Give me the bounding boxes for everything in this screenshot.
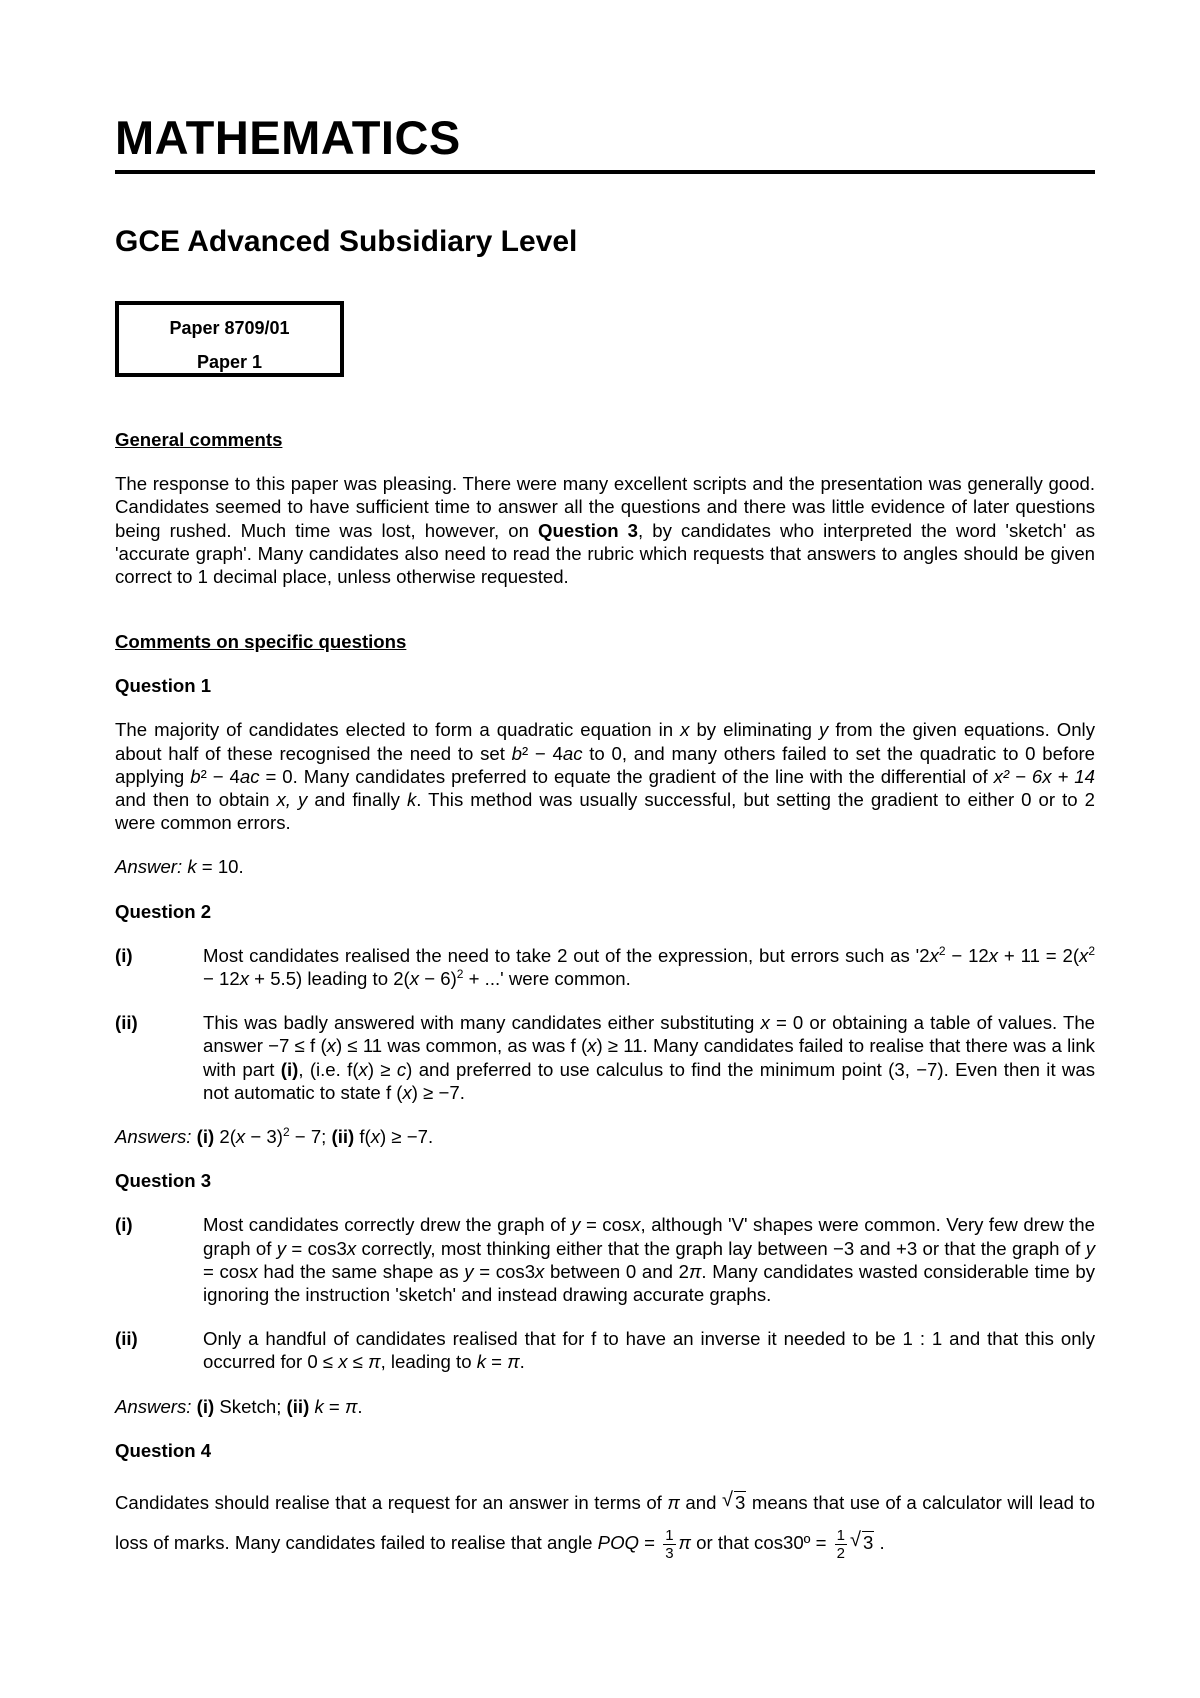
page-title: MATHEMATICS xyxy=(115,111,461,164)
part-label: (i) xyxy=(115,1214,133,1236)
page-subtitle: GCE Advanced Subsidiary Level xyxy=(115,225,578,258)
question-2-part-ii-text: This was badly answered with many candidates either substituting x = 0 or obtaining a table of values. The answer −7 ≤ f (x) ≤ 11 was common, as was f (x) ≥ 11. Many candidates failed to realise that there was a link with part (i), (i.e. f(x) ≥ c) and preferred to use calculus to find the minimum point (3, −7). Even then it was not automatic to state f (x) ≥ −7. xyxy=(203,1012,1096,1103)
paper-code: Paper 8709/01 xyxy=(169,318,290,338)
paper-name: Paper 1 xyxy=(196,352,263,372)
question-1-answer: Answer: k = 10. xyxy=(115,856,244,878)
question-1-text: The majority of candidates elected to form a quadratic equation in x by eliminating y from the given equations. Only about half of these recognised the need to set b² − 4ac to 0, and many others failed to set the quadratic to 0 before applying b² − 4ac = 0. Many candidates preferred to equate the gradient of the line with the differential of x² − 6x + 14 and then to obtain x, y and finally k. This method was usually successful, but setting the gradient to either 0 or to 2 were common errors. xyxy=(115,719,1095,834)
question-4-heading: Question 4 xyxy=(115,1439,212,1461)
question-4-text: Candidates should realise that a request for an answer in terms of π and √ 3 means that use of a calculator will lead to loss of marks. Many candidates failed to realise that angle POQ = $\frac{1}{3}$ π or that cos30º = $\frac{1}{2}$ √ 3 . xyxy=(115,1483,1095,1563)
specific-comments-heading: Comments on specific questions xyxy=(115,631,407,652)
fraction-one-half: $\frac{1}{2}$ xyxy=(836,1526,846,1562)
question-3-part-i xyxy=(115,1213,1095,1306)
part-label: (ii) xyxy=(115,1328,138,1350)
fraction-one-third: $\frac{1}{3}$ xyxy=(665,1526,674,1562)
question-1-heading: Question 1 xyxy=(115,675,212,697)
paper-box xyxy=(115,301,344,377)
part-label: (i) xyxy=(115,944,133,966)
general-comments-heading: General comments xyxy=(115,429,283,450)
question-3-part-ii-text: Only a handful of candidates realised that for f to have an inverse it needed to be 1 : 1 and that this only occurred for 0 ≤ x ≤ π, leading to k = π. xyxy=(203,1328,1095,1373)
sqrt-symbol: √ 3 xyxy=(722,1489,746,1514)
question-2-answers: Answers: (i) $2(x - 3)^2 - 7$; (ii) f(x) ≥ −7. xyxy=(115,1124,434,1148)
question-3-part-i-text: Most candidates correctly drew the graph of y = cosx, although 'V' shapes were common. Very few drew the graph of y = cos3x correctly, most thinking either that the graph lay between −3 and +3 or that the graph of y = cosx had the same shape as y = cos3x between 0 and 2π. Many candidates wasted considerable time by ignoring the instruction 'sketch' and instead drawing accurate graphs. xyxy=(203,1214,1095,1306)
general-comments-text: The response to this paper was pleasing. There were many excellent scripts and the presentation was generally good. Candidates seemed to have sufficient time to answer all the questions and there was little evidence of later questions being rushed. Much time was lost, however, on Question 3, by candidates who interpreted the word 'sketch' as 'accurate graph'. Many candidates also need to read the rubric which requests that answers to angles should be given correct to 1 decimal place, unless otherwise requested. xyxy=(115,473,1095,588)
specific-comments-section xyxy=(115,630,1095,1563)
question-2-part-ii xyxy=(115,1011,1095,1104)
question-2-part-i xyxy=(115,944,1095,990)
sqrt-symbol: √ 3 xyxy=(850,1529,874,1554)
question-2-part-i-text: Most candidates realised the need to take 2 out of the expression, but errors such as '$2x^2 - 12x + 11 = 2(x^2 - 12x + 5.5)$ leading to $2(x - 6)^2$ + ...' were common. xyxy=(203,943,1095,990)
question-3-answers: Answers: (i) Sketch; (ii) k = π. xyxy=(115,1395,363,1417)
question-3-part-ii xyxy=(115,1327,1095,1373)
part-label: (ii) xyxy=(115,1012,138,1034)
general-comments-section xyxy=(115,428,1095,588)
question-2-heading: Question 2 xyxy=(115,900,212,922)
question-3-heading: Question 3 xyxy=(115,1170,212,1192)
title-rule xyxy=(115,170,1095,174)
